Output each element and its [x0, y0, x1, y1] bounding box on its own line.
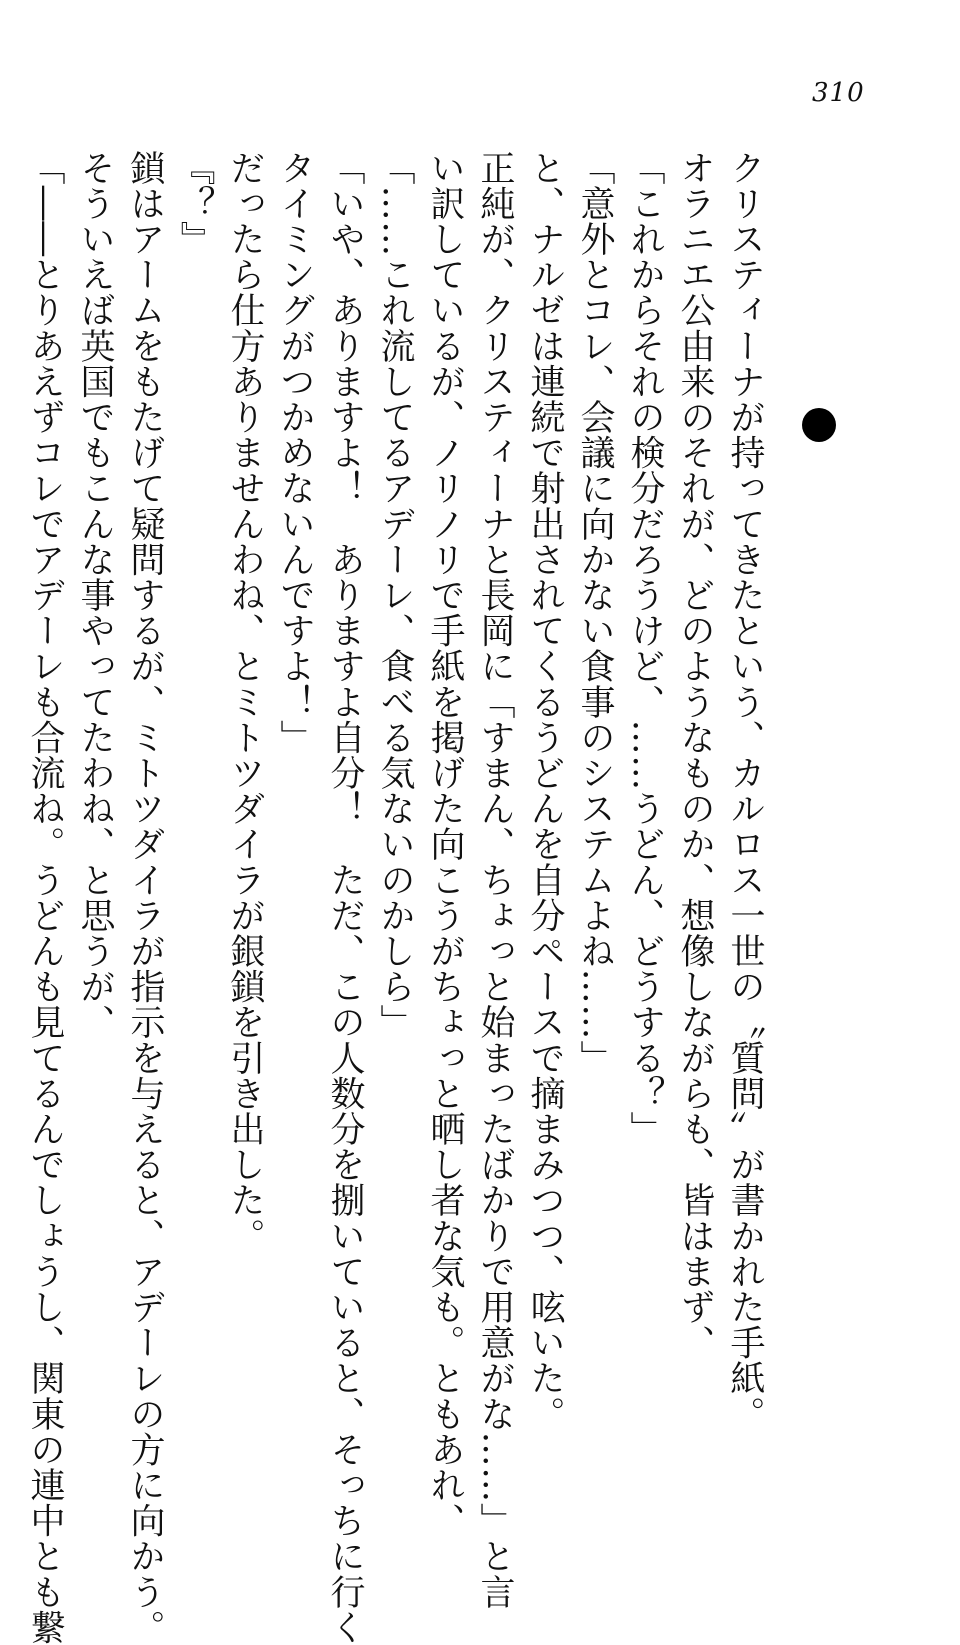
- body-text: [25, 150, 770, 1645]
- section-bullet-icon: [802, 408, 836, 442]
- text-line-4: 「意外とコレ、会議に向かない食事のシステムよね……」: [575, 150, 615, 1076]
- text-line-6: 正純が、クリスティーナと長岡に「すまん、ちょっと始まったばかりで用意がな……」と言: [475, 150, 515, 1610]
- text-line-11: だったら仕方ありませんわね、とミトツダイラが銀鎖を引き出した。: [225, 150, 265, 1254]
- text-line-3: 「これからそれの検分だろうけど、……うどん、どうする？」: [625, 150, 665, 1147]
- text-line-8: 「……これ流してるアデーレ、食べる気ないのかしら」: [375, 150, 415, 1040]
- text-line-9: 「いや、ありますよ！ ありますよ自分！ ただ、この人数分を捌いていると、そっちに行く: [325, 150, 365, 1645]
- page-number: 310: [812, 78, 865, 108]
- text-line-13: 鎖はアームをもたげて疑問するが、ミトツダイラが指示を与えると、アデーレの方に向かう。: [125, 150, 165, 1645]
- text-line-15: 「――とりあえずコレでアデーレも合流ね。うどんも見てるんでしょうし、関東の連中とも繋: [25, 150, 65, 1645]
- text-line-7: い訳しているが、ノリノリで手紙を掲げた向こうがちょっと晒し者な気も。ともあれ、: [425, 150, 465, 1539]
- text-line-5: と、ナルゼは連続で射出されてくるうどんを自分ペースで摘まみつつ、呟いた。: [525, 150, 565, 1432]
- text-line-12: 『？』: [175, 150, 215, 257]
- text-line-1: クリスティーナが持ってきたという、カルロス一世の〝質問〟が書かれた手紙。: [725, 150, 765, 1432]
- text-line-2: オラニエ公由来のそれが、どのようなものか、想像しながらも、皆はまず、: [675, 150, 715, 1361]
- text-line-14: そういえば英国でもこんな事やってたわね、と思うが、: [75, 150, 115, 1040]
- text-line-10: タイミングがつかめないんですよ！」: [275, 150, 315, 756]
